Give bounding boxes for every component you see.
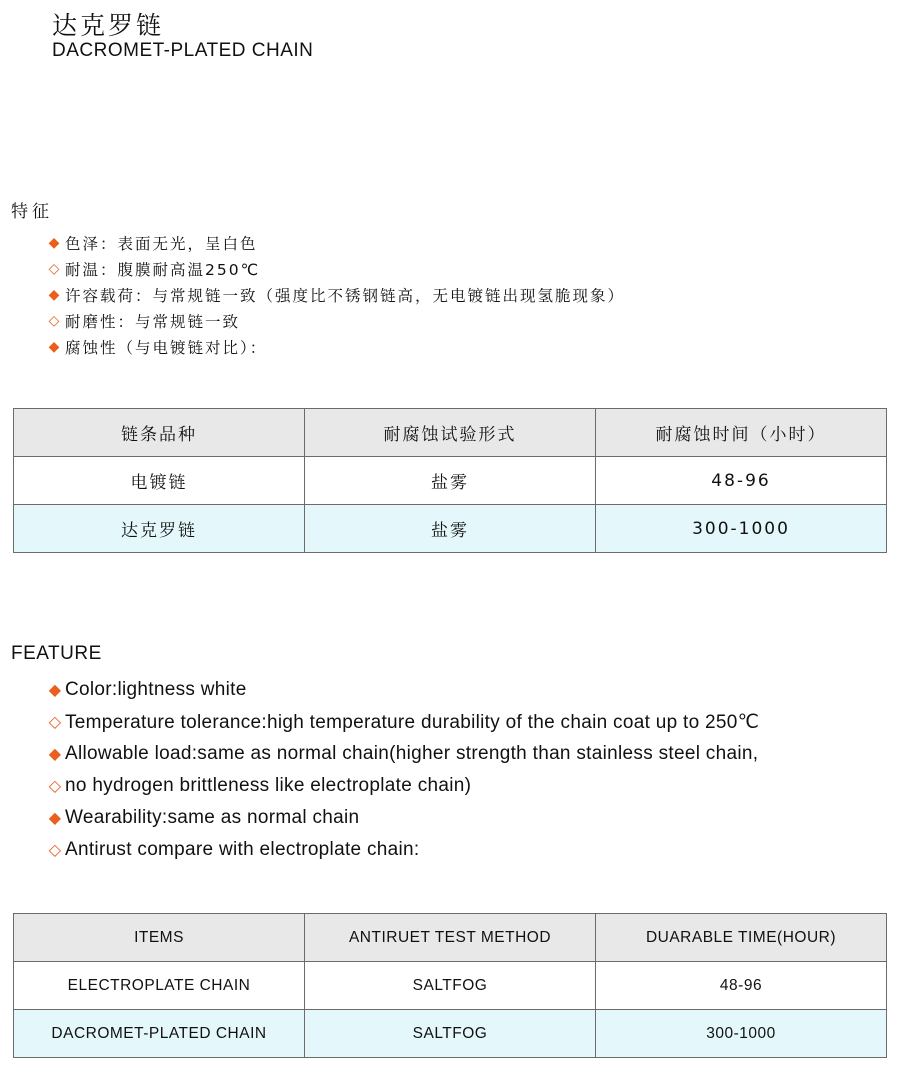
feature-item xyxy=(47,334,625,360)
features-list-en xyxy=(47,674,759,866)
features-heading-cn: 特征 xyxy=(11,202,53,222)
page-title-en: DACROMET-PLATED CHAIN xyxy=(52,40,314,61)
table-cell: SALTFOG xyxy=(305,1010,596,1058)
table-cell: 达克罗链 xyxy=(14,505,305,553)
table-cell: 300-1000 xyxy=(596,505,887,553)
table-cell: 48-96 xyxy=(596,457,887,505)
diamond-filled-icon: ◆ xyxy=(48,746,62,763)
feature-item xyxy=(47,230,625,256)
page-title-cn: 达克罗链 xyxy=(52,11,165,40)
diamond-outline-icon: ◇ xyxy=(48,261,62,277)
table-cell: 电镀链 xyxy=(14,457,305,505)
table-header-cell: 耐腐蚀试验形式 xyxy=(305,409,596,457)
feature-item xyxy=(47,674,759,706)
feature-item xyxy=(47,770,759,802)
table-cell: ELECTROPLATE CHAIN xyxy=(14,962,305,1010)
diamond-outline-icon: ◇ xyxy=(48,714,62,731)
table-cell: 48-96 xyxy=(596,962,887,1010)
diamond-filled-icon: ◆ xyxy=(48,339,62,355)
feature-text: Temperature tolerance:high temperature durability of the chain coat up to 250℃ xyxy=(65,711,760,733)
diamond-outline-icon: ◇ xyxy=(48,842,62,859)
feature-text: Antirust compare with electroplate chain: xyxy=(65,839,420,860)
diamond-outline-icon: ◇ xyxy=(48,778,62,795)
feature-text: Color:lightness white xyxy=(65,679,247,700)
feature-item xyxy=(47,706,759,738)
feature-text: 耐磨性：与常规链一致 xyxy=(65,313,241,331)
table-row xyxy=(14,1010,887,1058)
diamond-filled-icon: ◆ xyxy=(48,287,62,303)
feature-item xyxy=(47,738,759,770)
features-heading-en: FEATURE xyxy=(11,643,102,664)
table-header-cell: DUARABLE TIME(HOUR) xyxy=(596,914,887,962)
table-header-cell: ITEMS xyxy=(14,914,305,962)
feature-item xyxy=(47,834,759,866)
diamond-filled-icon: ◆ xyxy=(48,235,62,251)
feature-text: 耐温：腹膜耐高温250℃ xyxy=(65,261,260,279)
feature-text: 腐蚀性（与电镀链对比）： xyxy=(65,339,268,357)
feature-item xyxy=(47,282,625,308)
feature-item xyxy=(47,256,625,282)
table-header-row xyxy=(14,409,887,457)
feature-text: 许容载荷：与常规链一致（强度比不锈钢链高，无电镀链出现氢脆现象） xyxy=(65,287,626,305)
feature-item xyxy=(47,308,625,334)
table-header-cell: ANTIRUET TEST METHOD xyxy=(305,914,596,962)
corrosion-table-en xyxy=(13,913,887,1058)
feature-text: Wearability:same as normal chain xyxy=(65,807,360,828)
feature-text: no hydrogen brittleness like electroplate chain) xyxy=(65,775,472,796)
table-header-cell: 耐腐蚀时间（小时） xyxy=(596,409,887,457)
table-row xyxy=(14,457,887,505)
corrosion-table-cn xyxy=(13,408,887,553)
table-cell: DACROMET-PLATED CHAIN xyxy=(14,1010,305,1058)
diamond-filled-icon: ◆ xyxy=(48,810,62,827)
table-header-cell: 链条品种 xyxy=(14,409,305,457)
table-cell: 300-1000 xyxy=(596,1010,887,1058)
feature-text: 色泽：表面无光，呈白色 xyxy=(65,235,258,253)
table-row xyxy=(14,505,887,553)
table-row xyxy=(14,962,887,1010)
features-list-cn xyxy=(47,230,625,360)
feature-text: Allowable load:same as normal chain(higher strength than stainless steel chain, xyxy=(65,743,759,764)
table-header-row xyxy=(14,914,887,962)
table-cell: SALTFOG xyxy=(305,962,596,1010)
feature-item xyxy=(47,802,759,834)
diamond-filled-icon: ◆ xyxy=(48,682,62,699)
table-cell: 盐雾 xyxy=(305,505,596,553)
diamond-outline-icon: ◇ xyxy=(48,313,62,329)
table-cell: 盐雾 xyxy=(305,457,596,505)
